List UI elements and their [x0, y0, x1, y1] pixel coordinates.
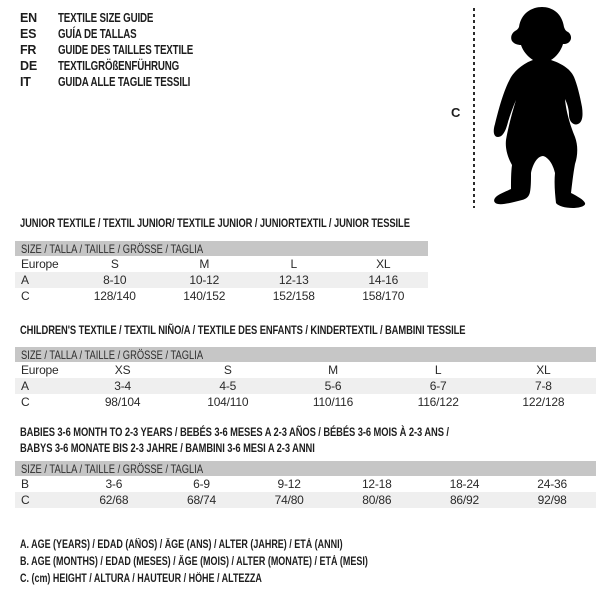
- size-value-cell: 62/68: [70, 492, 158, 508]
- size-value-cell: 9-12: [277, 477, 301, 491]
- size-header-cell: SIZE / TALLA / TAILLE / GRÖSSE / TAGLIA: [15, 347, 596, 362]
- figure-height-label: C: [451, 105, 461, 120]
- table-row-europe: [15, 362, 596, 378]
- language-row-it: [20, 74, 231, 90]
- language-list: [20, 10, 231, 90]
- size-value-cell: 12-18: [361, 477, 392, 491]
- size-value-cell: L: [434, 363, 442, 377]
- size-value-cell: 14-16: [339, 272, 429, 288]
- section-title-text: JUNIOR TEXTILE / TEXTIL JUNIOR/ TEXTILE JUNIOR / JUNIORTEXTIL / JUNIOR TESSILE: [20, 216, 410, 230]
- height-measure-dashed-line: [473, 8, 475, 208]
- size-value-cell: S: [110, 257, 119, 271]
- size-value-cell: 12-13: [249, 272, 339, 288]
- size-value-cell: XL: [376, 257, 391, 271]
- table-row-europe: [15, 256, 428, 272]
- size-value-cell: M: [328, 363, 338, 377]
- footnote-age-years: A. AGE (YEARS) / EDAD (AÑOS) / ÂGE (ANS) / ALTER (JAHRE) / ETÀ (ANNI): [20, 539, 343, 551]
- size-value-cell: M: [199, 257, 210, 271]
- size-value-cell: 5-6: [280, 378, 385, 394]
- size-value-cell: 104/110: [207, 395, 249, 409]
- table-row-age: [15, 272, 428, 288]
- size-value-cell: XL: [536, 363, 551, 377]
- language-code: FR: [20, 43, 37, 57]
- row-label-cell: A: [15, 272, 70, 288]
- row-label-cell: A: [15, 378, 70, 394]
- size-value-cell: 110/116: [312, 395, 354, 409]
- size-value-cell: 3-4: [70, 378, 175, 394]
- language-code: DE: [20, 59, 37, 73]
- size-value-cell: 10-12: [160, 272, 250, 288]
- section-title-text: CHILDREN'S TEXTILE / TEXTIL NIÑO/A / TEXTILE DES ENFANTS / KINDERTEXTIL / BAMBINI TESSILE: [20, 323, 466, 337]
- language-title: GUÍA DE TALLAS: [58, 27, 137, 41]
- size-value-cell: 74/80: [245, 492, 333, 508]
- section-title-text: BABYS 3-6 MONATE BIS 2-3 JAHRE / BAMBINI 3-6 MESI A 2-3 ANNI: [20, 441, 315, 455]
- size-value-cell: 18-24: [449, 477, 480, 491]
- language-code: IT: [20, 75, 31, 89]
- language-row-fr: [20, 42, 231, 58]
- section-title-children: [20, 322, 591, 338]
- children-size-table: [15, 347, 596, 410]
- table-row-height: [15, 394, 596, 410]
- size-value-cell: 6-7: [386, 378, 491, 394]
- footnote-age-months: B. AGE (MONTHS) / EDAD (MESES) / ÂGE (MOIS) / ALTER (MONATE) / ETÀ (MESI): [20, 556, 368, 568]
- row-label-cell: Europe: [21, 257, 59, 271]
- language-code: EN: [20, 11, 37, 25]
- size-value-cell: 92/98: [508, 492, 596, 508]
- size-value-cell: 4-5: [175, 378, 280, 394]
- language-row-es: [20, 26, 231, 42]
- size-value-cell: 158/170: [362, 289, 405, 303]
- size-value-cell: 152/158: [272, 289, 315, 303]
- toddler-silhouette-image: [482, 3, 596, 209]
- table-row-age-months: [15, 476, 596, 492]
- row-label-cell: B: [21, 477, 29, 491]
- size-value-cell: XS: [114, 363, 131, 377]
- size-value-cell: L: [290, 257, 297, 271]
- row-label-cell: C: [21, 395, 30, 409]
- language-title: GUIDA ALLE TAGLIE TESSILI: [58, 75, 191, 89]
- size-header-cell: SIZE / TALLA / TAILLE / GRÖSSE / TAGLIA: [15, 241, 428, 256]
- row-label-cell: C: [21, 289, 30, 303]
- size-value-cell: 140/152: [183, 289, 226, 303]
- size-value-cell: S: [223, 363, 232, 377]
- table-row-age: [15, 378, 596, 394]
- language-title: TEXTILGRÖßENFÜHRUNG: [58, 59, 180, 73]
- table-row-height: [15, 288, 428, 304]
- size-value-cell: 7-8: [491, 378, 596, 394]
- size-value-cell: 116/122: [417, 395, 459, 409]
- row-label-cell: C: [15, 492, 70, 508]
- size-value-cell: 98/104: [104, 395, 141, 409]
- section-title-junior: [20, 215, 520, 231]
- size-value-cell: 80/86: [333, 492, 421, 508]
- size-value-cell: 6-9: [193, 477, 210, 491]
- language-title: GUIDE DES TAILLES TEXTILE: [58, 43, 194, 57]
- babies-size-table: [15, 461, 596, 508]
- language-code: ES: [20, 27, 37, 41]
- language-row-de: [20, 58, 231, 74]
- language-row-en: [20, 10, 231, 26]
- size-header-cell: SIZE / TALLA / TAILLE / GRÖSSE / TAGLIA: [15, 461, 596, 476]
- table-header-row: [15, 347, 596, 362]
- row-label-cell: Europe: [21, 363, 59, 377]
- section-title-text: BABIES 3-6 MONTH TO 2-3 YEARS / BEBÉS 3-6 MESES A 2-3 AÑOS / BÉBÉS 3-6 MOIS À 2-3 ANS /: [20, 425, 449, 439]
- section-title-babies: [20, 424, 570, 456]
- size-value-cell: 128/140: [93, 289, 136, 303]
- size-value-cell: 86/92: [421, 492, 509, 508]
- size-value-cell: 122/128: [522, 395, 565, 409]
- size-value-cell: 24-36: [537, 477, 567, 491]
- size-value-cell: 8-10: [70, 272, 160, 288]
- junior-size-table: [15, 241, 428, 304]
- legend-footnotes: [20, 537, 466, 588]
- size-value-cell: 3-6: [105, 477, 123, 491]
- footnote-height: C. (cm) HEIGHT / ALTURA / HAUTEUR / HÖHE / ALTEZZA: [20, 573, 262, 585]
- table-header-row: [15, 241, 428, 256]
- size-value-cell: 68/74: [158, 492, 246, 508]
- language-title: TEXTILE SIZE GUIDE: [58, 11, 154, 25]
- table-header-row: [15, 461, 596, 476]
- table-row-height: [15, 492, 596, 508]
